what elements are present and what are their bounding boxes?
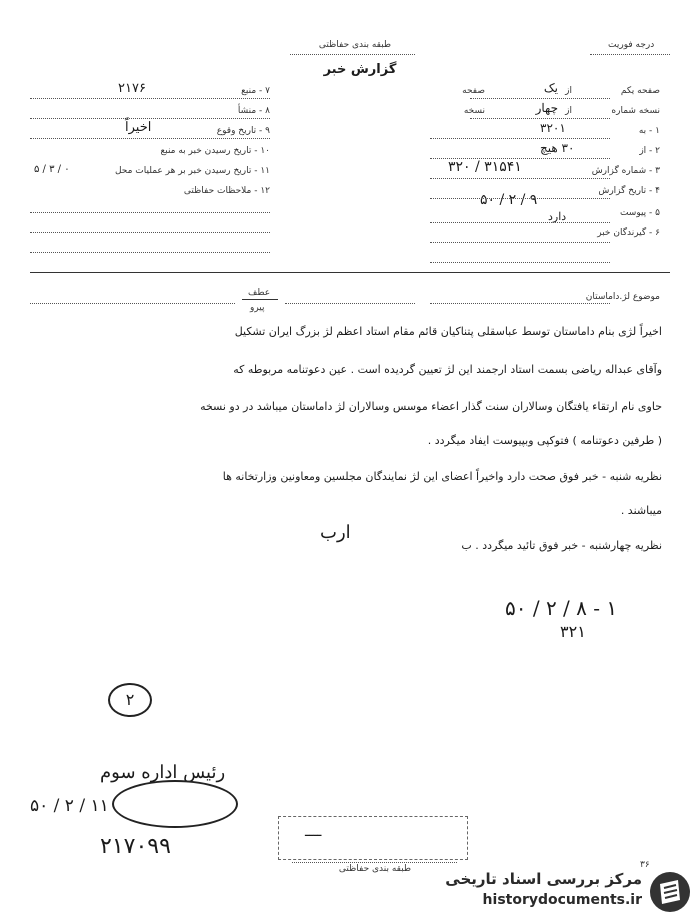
form-title: گزارش خبر <box>323 62 397 77</box>
field-source-line <box>30 98 270 99</box>
classification-top-line <box>290 54 415 55</box>
field-recipients-label: ۶ - گیرندگان خبر <box>597 228 660 238</box>
handwritten-date: ۵۰ / ۲ / ۸ - ۱ <box>505 596 618 620</box>
handwritten-code: ۳۲۱ <box>560 622 586 641</box>
classification-top: طبقه بندی حفاظتی <box>318 40 392 50</box>
field-copy-mid: از <box>565 106 572 116</box>
field-source-label: ۷ - منبع <box>241 86 270 96</box>
field-origin-label: ۸ - منشأ <box>237 106 270 116</box>
reference-divider <box>242 299 278 300</box>
side-date: ۵۰ / ۲ / ۱۱ <box>30 796 109 816</box>
field-page-line <box>470 98 610 99</box>
field-source-value: ۲۱۷۶ <box>118 81 146 96</box>
field-page-suffix: صفحه <box>462 86 485 96</box>
field-report-date-value: ۵۰ / ۲ / ۹ <box>480 192 538 208</box>
field-to-value: ۳۲۰۱ <box>540 121 566 135</box>
field-page-value: یک <box>543 81 558 95</box>
field-blank-line-3 <box>30 252 270 253</box>
watermark-title: مرکز بررسی اسناد تاریخی <box>445 870 642 888</box>
field-from-value: ۳۰ هیچ <box>540 141 575 155</box>
field-received-ops-value: ۵ / ۳ / ۰ <box>34 164 70 175</box>
field-copy-label: نسخه شماره <box>611 106 660 116</box>
reference-line-right <box>285 303 415 304</box>
field-blank-line-1 <box>30 212 270 213</box>
page-number: ۳۶ <box>640 860 650 870</box>
field-from-label: ۲ - از <box>639 146 660 156</box>
body-line-2: وآقای عبداله ریاضی بسمت استاد ارجمند این لژ تعیین گردیده است . عین دعوتنامه مربوطه که <box>233 363 662 376</box>
field-copy-value: چهار <box>535 101 558 115</box>
field-blank-line-2 <box>30 232 270 233</box>
field-attachment-value: دارد <box>548 210 567 223</box>
priority-label: درجه فوریت <box>608 40 655 50</box>
bottom-number: ۲۱۷۰۹۹ <box>100 834 171 859</box>
field-occurrence-label: ۹ - تاریخ وقوع <box>216 126 270 136</box>
field-report-number-label: ۳ - شماره گزارش <box>591 166 660 176</box>
field-recipients-line-2 <box>430 262 610 263</box>
field-copy-line <box>470 118 610 119</box>
signature-loop <box>112 780 238 828</box>
body-line-3: حاوی نام ارتقاء یافتگان وسالاران سنت گذار اعضاء موسس وسالاران لژ داماستان میباشد در دو نسخه <box>200 400 662 413</box>
field-received-ops-label: ۱۱ - تاریخ رسیدن خبر بر هر عملیات محل <box>114 166 270 176</box>
bottom-classification-line <box>292 862 457 863</box>
field-occurrence-value: اخیراً <box>125 120 152 135</box>
bottom-box-scribble: ــــ <box>305 824 322 840</box>
field-report-date-label: ۴ - تاریخ گزارش <box>598 186 660 196</box>
field-to-line <box>430 138 610 139</box>
field-occurrence-line <box>30 138 270 139</box>
section-divider <box>30 272 670 273</box>
reference-top: عطف <box>248 288 271 298</box>
field-to-label: ۱ - به <box>638 126 660 136</box>
bottom-classification: طبقه بندی حفاظتی <box>338 864 412 874</box>
reference-bottom: پیرو <box>250 303 265 313</box>
field-security-notes-label: ۱۲ - ملاحظات حفاظتی <box>183 186 270 196</box>
body-line-1: اخیراً لژی بنام داماستان توسط عباسقلی پتناکیان قائم مقام استاد اعظم لژ بزرگ ایران تشکیل <box>234 325 662 338</box>
circled-number <box>108 683 152 717</box>
field-attachment-line <box>430 222 610 223</box>
watermark <box>408 866 700 921</box>
field-origin-line <box>30 118 270 119</box>
watermark-url: historydocuments.ir <box>482 892 642 908</box>
field-report-date-line <box>430 198 610 199</box>
reference-line-left <box>30 303 235 304</box>
circled-number-text: ۲ <box>125 690 135 709</box>
body-handwritten-mark: ارب <box>320 522 351 543</box>
signature-text: رئیس اداره سوم <box>100 762 226 783</box>
body-line-6: میباشند . <box>620 504 662 517</box>
field-attachment-label: ۵ - پیوست <box>619 208 660 218</box>
body-line-5: نظریه شنبه - خبر فوق صحت دارد واخیراً اعضای این لژ نمایندگان مجلسین ومعاونین وزارتخانه ها <box>222 470 662 483</box>
body-line-4: ( طرفین دعوتنامه ) فتوکپی وبپیوست ایفاد میگردد . <box>427 434 662 447</box>
archive-logo-icon <box>648 870 692 914</box>
subject-line <box>430 303 610 304</box>
priority-line <box>590 54 670 55</box>
body-line-7: نظریه چهارشنبه - خبر فوق تائید میگردد . ب <box>461 539 662 552</box>
field-page-mid: از <box>565 86 572 96</box>
field-received-source-label: ۱۰ - تاریخ رسیدن خبر به منبع <box>160 146 270 156</box>
subject-label: موضوع لژ.داماستان <box>585 292 660 302</box>
field-recipients-line <box>430 242 610 243</box>
field-report-number-value: ۳۲۰ / ۳۱۵۴۱ <box>448 159 522 175</box>
field-page-label: صفحه یکم <box>620 86 660 96</box>
field-report-number-line <box>430 178 610 179</box>
field-copy-suffix: نسخه <box>463 106 485 116</box>
